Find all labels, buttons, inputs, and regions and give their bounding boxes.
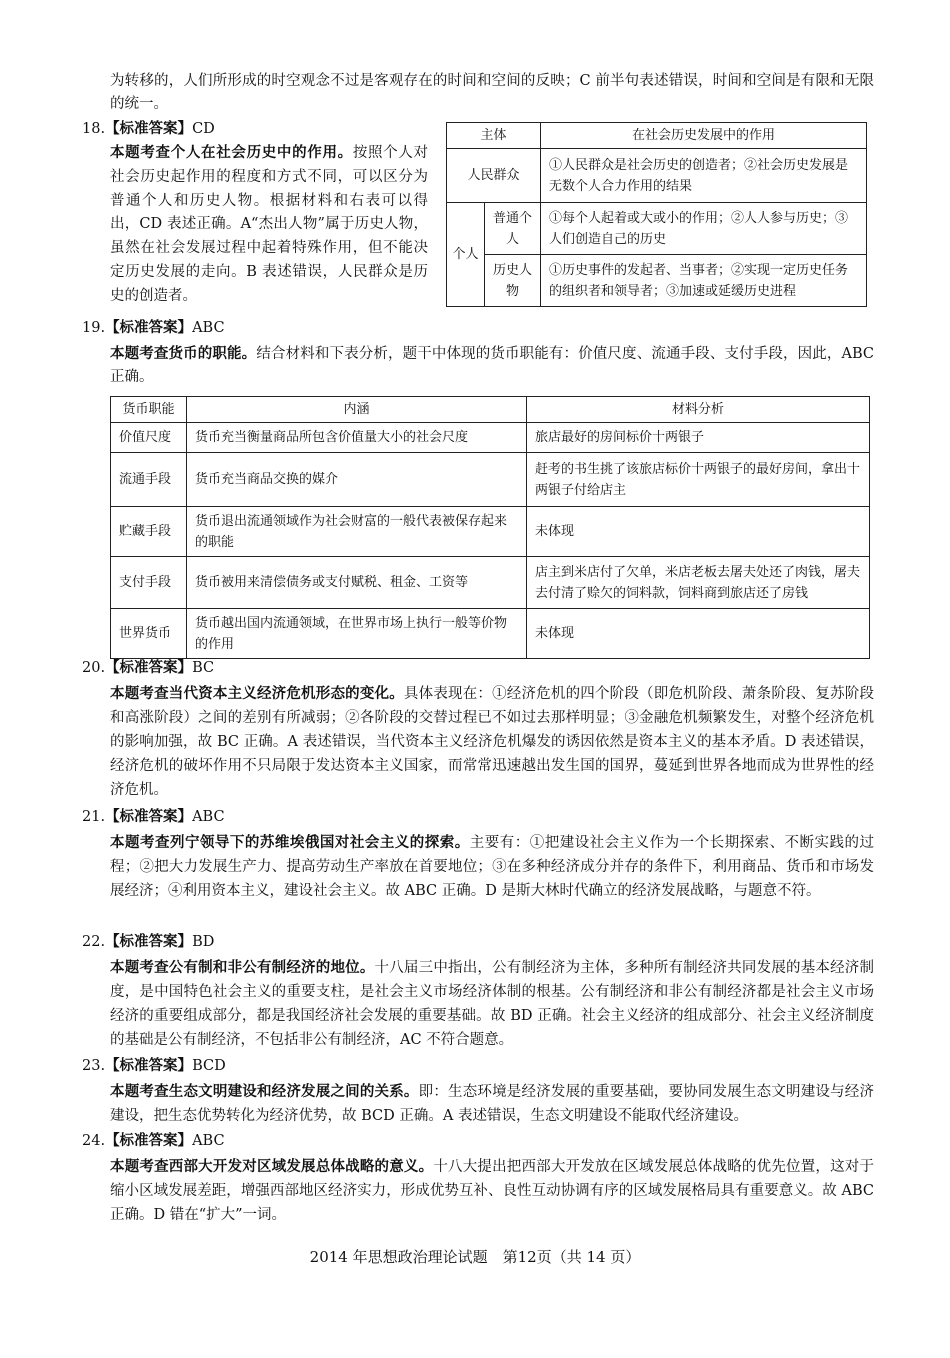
table-row [111, 609, 870, 659]
q18-number: 18. [82, 121, 106, 137]
q18-masses-label: 人民群众 [447, 149, 541, 203]
q23-body: 即：生态环境是经济发展的重要基础，要协同发展生态文明建设与经济建设，把生态优势转化为经济优势，故 BCD 正确。A 表述错误，生态文明建设不能取代经济建设。 [110, 1084, 875, 1124]
q19-cell-analysis: 未体现 [527, 609, 870, 659]
q21-lead: 本题考查列宁领导下的苏维埃俄国对社会主义的探索。 [110, 835, 470, 851]
q24-explanation [110, 1155, 874, 1227]
q19-cell-meaning: 货币被用来清偿债务或支付赋税、租金、工资等 [187, 557, 527, 609]
q20-body: 具体表现在：①经济危机的四个阶段（即危机阶段、萧条阶段、复苏阶段和高涨阶段）之间的差别有所减弱；②各阶段的交替过程已不如过去那样明显；③金融危机频繁发生，对整个经济危机的影响加强，故 BC 正确。A 表述错误，当代资本主义经济危机爆发的诱因依然是资本主义的基本矛盾。D 表述错误，经济危机的破坏作用不只局限于发达资本主义国家，而常常迅速越出发生国的国界，蔓延到世界各地而成为世界性的经济危机。 [110, 686, 874, 798]
q23-explanation [110, 1080, 874, 1128]
q18-historic-text: ①历史事件的发起者、当事者；②实现一定历史任务的组织者和领导者；③加速或延缓历史进程 [541, 255, 867, 307]
q22-explanation [110, 956, 874, 1052]
q19-cell-analysis: 赶考的书生挑了该旅店标价十两银子的最好房间，拿出十两银子付给店主 [527, 453, 870, 507]
q24-number: 24. [82, 1133, 106, 1149]
q20-number: 20. [82, 660, 106, 676]
q21-number: 21. [82, 809, 106, 825]
q21-body: 主要有：①把建设社会主义作为一个长期探索、不断实践的过程；②把大力发展生产力、提高劳动生产率放在首要地位；③在多种经济成分并存的条件下，利用商品、货币和市场发展经济；④利用资本主义，建设社会主义。故 ABC 正确。D 是斯大林时代确立的经济发展战略，与题意不符。 [110, 835, 875, 899]
q21-answer: ABC [192, 809, 225, 825]
table-row [111, 557, 870, 609]
q20-heading [82, 657, 214, 680]
q19-lead: 本题考查货币的职能。 [110, 346, 257, 362]
q21-answer-tag: 【标准答案】 [105, 809, 193, 825]
q18-body: 按照个人对社会历史起作用的程度和方式不同，可以区分为普通个人和历史人物。根据材料和右表可以得出，CD 表述正确。A“杰出人物”属于历史人物，虽然在社会发展过程中起着特殊作用，但不能决定历史发展的走向。B 表述错误，人民群众是历史的创造者。 [110, 145, 429, 304]
q19-number: 19. [82, 320, 106, 336]
q22-answer-tag: 【标准答案】 [105, 934, 193, 950]
q24-heading [82, 1130, 225, 1153]
q23-lead: 本题考查生态文明建设和经济发展之间的关系。 [110, 1084, 419, 1100]
q18-role-table [446, 122, 867, 307]
q18-masses-text: ①人民群众是社会历史的创造者；②社会历史发展是无数个人合力作用的结果 [541, 149, 867, 203]
q19-header-analysis: 材料分析 [527, 397, 870, 423]
q19-answer: ABC [192, 320, 225, 336]
q23-number: 23. [82, 1058, 106, 1074]
q18-ordinary-label: 普通个人 [485, 203, 541, 255]
q19-cell-meaning: 货币退出流通领域作为社会财富的一般代表被保存起来的职能 [187, 507, 527, 557]
q18-heading [82, 118, 215, 141]
table-row [111, 423, 870, 453]
q18-explanation [110, 142, 428, 309]
q21-explanation [110, 831, 874, 903]
q23-answer-tag: 【标准答案】 [105, 1058, 193, 1074]
table-row [111, 507, 870, 557]
q20-lead: 本题考查当代资本主义经济危机形态的变化。 [110, 686, 404, 702]
q19-cell-meaning: 货币充当衡量商品所包含价值量大小的社会尺度 [187, 423, 527, 453]
table-row [111, 453, 870, 507]
q19-header-function: 货币职能 [111, 397, 187, 423]
q19-cell-function: 流通手段 [111, 453, 187, 507]
q24-answer: ABC [192, 1133, 225, 1149]
q19-header-meaning: 内涵 [187, 397, 527, 423]
q19-cell-analysis: 旅店最好的房间标价十两银子 [527, 423, 870, 453]
q22-number: 22. [82, 934, 106, 950]
q19-money-function-table [110, 396, 870, 659]
q19-answer-tag: 【标准答案】 [105, 320, 193, 336]
intro-paragraph: 为转移的，人们所形成的时空观念不过是客观存在的时间和空间的反映；C 前半句表述错误，时间和空间是有限和无限的统一。 [110, 73, 874, 112]
q19-cell-analysis: 店主到米店付了欠单，米店老板去屠夫处还了肉钱，屠夫去付清了赊欠的饲料款，饲料商到旅店还了房钱 [527, 557, 870, 609]
q19-cell-function: 价值尺度 [111, 423, 187, 453]
q19-cell-meaning: 货币越出国内流通领域，在世界市场上执行一般等价物的作用 [187, 609, 527, 659]
q18-table-header-role: 在社会历史发展中的作用 [541, 123, 867, 149]
q21-heading [82, 806, 225, 829]
q19-cell-function: 支付手段 [111, 557, 187, 609]
q19-heading [82, 317, 225, 340]
q18-lead: 本题考查个人在社会历史中的作用。 [110, 145, 353, 161]
q18-answer-tag: 【标准答案】 [105, 121, 193, 137]
q24-body: 十八大提出把西部大开发放在区域发展总体战略的优先位置，这对于缩小区域发展差距，增强西部地区经济实力，形成优势互补、良性互动协调有序的区域发展格局具有重要意义。故 ABC 正确。D 错在“扩大”一词。 [110, 1159, 874, 1223]
q19-cell-meaning: 货币充当商品交换的媒介 [187, 453, 527, 507]
q18-answer: CD [192, 121, 215, 137]
q19-cell-function: 世界货币 [111, 609, 187, 659]
q23-heading [82, 1055, 226, 1078]
q18-historic-label: 历史人物 [485, 255, 541, 307]
q23-answer: BCD [192, 1058, 226, 1074]
q20-answer-tag: 【标准答案】 [105, 660, 193, 676]
q24-lead: 本题考查西部大开发对区域发展总体战略的意义。 [110, 1159, 434, 1175]
q18-ordinary-text: ①每个人起着或大或小的作用；②人人参与历史；③人们创造自己的历史 [541, 203, 867, 255]
page-footer: 2014 年思想政治理论试题 第12页（共 14 页） [309, 1248, 641, 1266]
q22-lead: 本题考查公有制和非公有制经济的地位。 [110, 960, 375, 976]
q19-body: 结合材料和下表分析，题干中体现的货币职能有：价值尺度、流通手段、支付手段，因此，ABC 正确。 [110, 346, 874, 385]
q22-body: 十八届三中指出，公有制经济为主体，多种所有制经济共同发展的基本经济制度，是中国特色社会主义的重要支柱，是社会主义市场经济体制的根基。公有制经济和非公有制经济都是社会主义市场经济的重要组成部分，都是我国经济社会发展的重要基础。故 BD 正确。社会主义经济的组成部分、社会主义经济制度的基础是公有制经济，不包括非公有制经济，AC 不符合题意。 [110, 960, 874, 1048]
q22-heading [82, 931, 214, 954]
q18-table-header-subject: 主体 [447, 123, 541, 149]
q20-explanation [110, 682, 874, 802]
q22-answer: BD [192, 934, 215, 950]
q18-individual-label: 个人 [447, 203, 485, 307]
q19-cell-analysis: 未体现 [527, 507, 870, 557]
q20-answer: BC [192, 660, 215, 676]
q19-explanation [110, 343, 874, 389]
q19-cell-function: 贮藏手段 [111, 507, 187, 557]
q24-answer-tag: 【标准答案】 [105, 1133, 193, 1149]
